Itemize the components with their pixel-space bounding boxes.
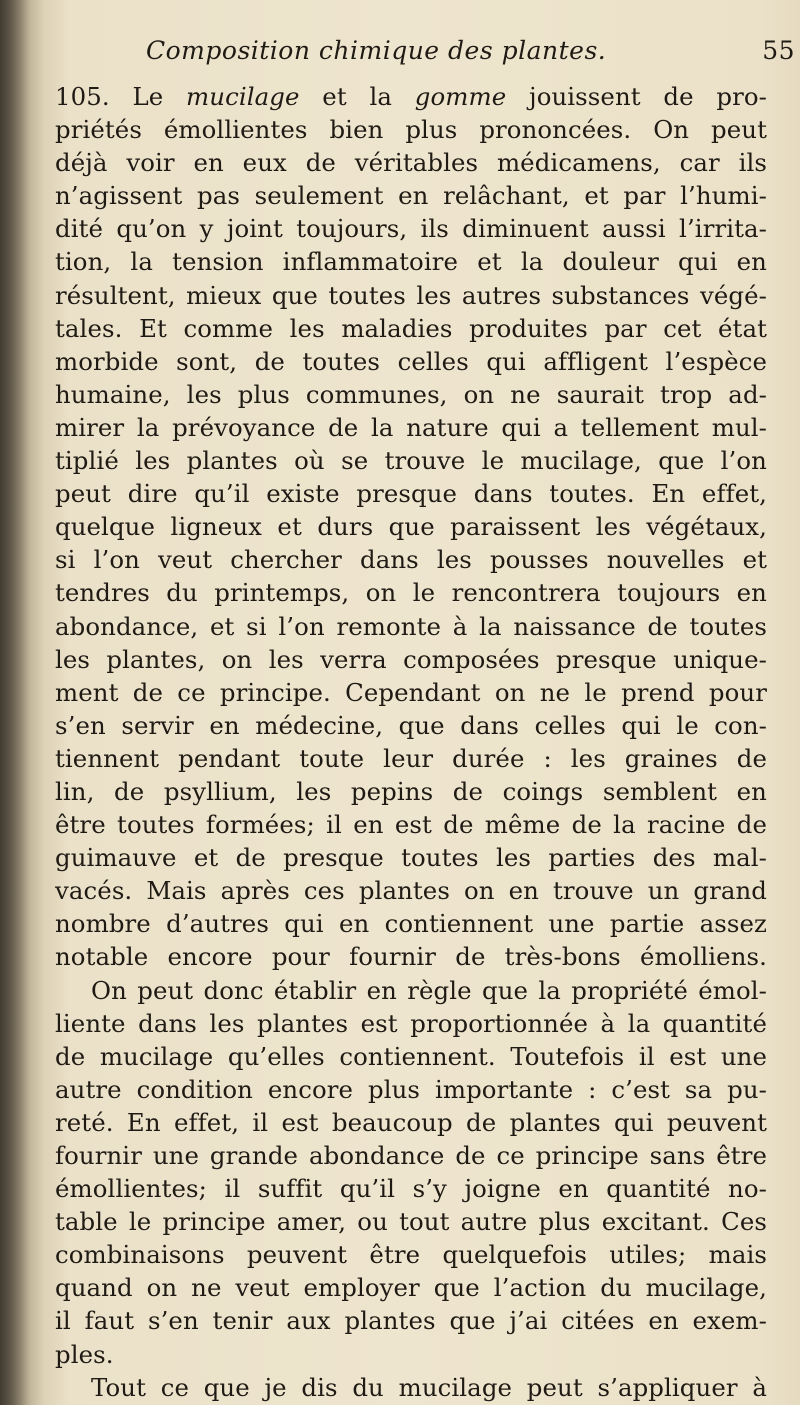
line-segment: abondance, et si l’on remonte à la naissance de toutes xyxy=(55,611,767,641)
text-line xyxy=(55,709,767,742)
text-line xyxy=(55,212,767,245)
line-segment: tiennent pendant toute leur durée : les graines de xyxy=(55,743,767,773)
text-line xyxy=(55,1106,767,1139)
line-segment: combinaisons peuvent être quelquefois utiles; mais xyxy=(55,1240,767,1270)
line-segment: être toutes formées; il en est de même de la racine de xyxy=(55,810,767,840)
text-line xyxy=(55,775,767,808)
text-line xyxy=(55,907,767,940)
text-line xyxy=(55,80,767,113)
line-segment: dité qu’on y joint toujours, ils diminuent aussi l’irrita- xyxy=(55,214,767,244)
line-segment: guimauve et de presque toutes les parties des mal- xyxy=(55,843,767,873)
text-line xyxy=(55,1040,767,1073)
text-line xyxy=(55,312,767,345)
line-segment: de mucilage qu’elles contiennent. Toutefois il est une xyxy=(55,1041,767,1071)
line-segment: quand on ne veut employer que l’action du mucilage, xyxy=(55,1273,767,1303)
line-segment: tendres du printemps, on le rencontrera toujours en xyxy=(55,578,767,608)
text-line xyxy=(55,279,767,312)
text-line xyxy=(55,742,767,775)
text-line xyxy=(55,808,767,841)
italic-term: mucilage xyxy=(186,82,300,111)
text-line xyxy=(55,1371,767,1404)
line-segment: ples. xyxy=(55,1339,114,1369)
line-segment: lin, de psyllium, les pepins de coings semblent en xyxy=(55,776,767,806)
text-line xyxy=(55,345,767,378)
text-line xyxy=(55,378,767,411)
text-line xyxy=(55,1172,767,1205)
text-line xyxy=(55,1271,767,1304)
text-line xyxy=(55,974,767,1007)
line-segment: émollientes; il suffit qu’il s’y joigne en quantité no- xyxy=(55,1174,767,1204)
text-line xyxy=(55,477,767,510)
line-segment: nombre d’autres qui en contiennent une partie assez xyxy=(55,909,767,939)
line-segment: n’agissent pas seulement en relâchant, et par l’humi- xyxy=(55,181,767,211)
line-segment: déjà voir en eux de véritables médicamens, car ils xyxy=(55,148,767,178)
line-segment: autre condition encore plus importante : c’est sa pu- xyxy=(55,1074,767,1104)
text-line xyxy=(55,543,767,576)
text-line xyxy=(55,146,767,179)
line-segment: humaine, les plus communes, on ne saurait trop ad- xyxy=(55,379,767,409)
text-line xyxy=(55,1139,767,1172)
line-segment: résultent, mieux que toutes les autres substances végé- xyxy=(55,280,767,310)
text-line xyxy=(55,643,767,676)
text-line xyxy=(55,576,767,609)
line-segment: vacés. Mais après ces plantes on en trouve un grand xyxy=(55,876,767,906)
text-line xyxy=(55,113,767,146)
text-line xyxy=(55,1205,767,1238)
text-line xyxy=(55,841,767,874)
text-line xyxy=(55,1073,767,1106)
text-line xyxy=(55,1238,767,1271)
italic-term: gomme xyxy=(414,82,507,111)
line-segment: fournir une grande abondance de ce principe sans être xyxy=(55,1141,767,1170)
line-segment: les plantes, on les verra composées presque unique- xyxy=(55,644,767,674)
body-text xyxy=(55,80,767,1404)
running-head xyxy=(140,36,800,72)
running-head-title: Composition chimique des plantes. xyxy=(146,36,607,65)
line-segment: reté. En effet, il est beaucoup de plantes qui peuvent xyxy=(55,1107,767,1137)
line-segment: liente dans les plantes est proportionnée à la quantité xyxy=(55,1008,767,1038)
text-line xyxy=(55,940,767,973)
text-line xyxy=(55,411,767,444)
line-segment: tion, la tension inflammatoire et la douleur qui en xyxy=(55,247,767,277)
line-segment: morbide sont, de toutes celles qui affligent l’espèce xyxy=(55,346,767,376)
text-line xyxy=(55,444,767,477)
line-segment: notable encore pour fournir de très-bons émolliens. xyxy=(55,942,767,972)
text-line xyxy=(55,1007,767,1040)
line-segment: table le principe amer, ou tout autre plus excitant. Ces xyxy=(55,1207,767,1237)
line-segment: s’en servir en médecine, que dans celles qui le con- xyxy=(55,710,767,740)
line-segment: On peut donc établir en règle que la propriété émol- xyxy=(91,975,767,1005)
line-segment: priétés émollientes bien plus prononcées. On peut xyxy=(55,115,767,145)
line-segment: tales. Et comme les maladies produites par cet état xyxy=(55,313,767,343)
text-line xyxy=(55,874,767,907)
line-segment: si l’on veut chercher dans les pousses nouvelles et xyxy=(55,545,767,575)
text-line xyxy=(55,1304,767,1337)
line-segment: et la xyxy=(299,82,415,111)
text-line xyxy=(55,510,767,543)
line-segment: 105. Le xyxy=(55,82,187,111)
line-segment: tiplié les plantes où se trouve le mucilage, que l’on xyxy=(55,446,767,476)
line-segment: peut dire qu’il existe presque dans toutes. En effet, xyxy=(55,479,767,509)
line-segment: ment de ce principe. Cependant on ne le prend pour xyxy=(55,677,767,707)
text-line xyxy=(55,245,767,278)
page-number: 55 xyxy=(762,36,795,65)
text-line xyxy=(55,676,767,709)
line-segment: jouissent de pro- xyxy=(506,82,768,111)
line-segment: il faut s’en tenir aux plantes que j’ai citées en exem- xyxy=(55,1306,767,1336)
line-segment: quelque ligneux et durs que paraissent les végétaux, xyxy=(55,512,767,542)
line-segment: mirer la prévoyance de la nature qui a tellement mul- xyxy=(55,412,767,442)
line-segment: Tout ce que je dis du mucilage peut s’appliquer à xyxy=(91,1372,767,1402)
binding-shadow xyxy=(0,0,30,1405)
text-line xyxy=(55,1338,767,1371)
text-line xyxy=(55,610,767,643)
text-line xyxy=(55,179,767,212)
